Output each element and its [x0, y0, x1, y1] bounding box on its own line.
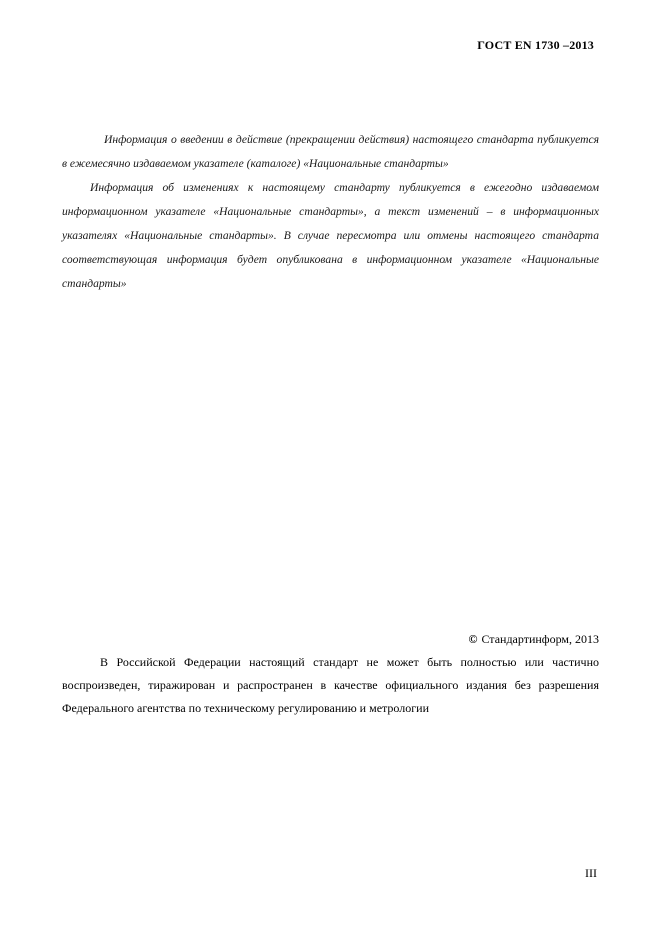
info-paragraph-enactment: Информация о введении в действие (прекращении действия) настоящего стандарта публикуется в ежемесячно издаваемом указателе (каталоге) «Национальные стандарты»	[62, 133, 599, 170]
copyright-icon: ©	[468, 632, 478, 646]
page-number: III	[585, 866, 597, 880]
document-code: ГОСТ EN 1730 –2013	[477, 38, 594, 52]
copyright-text: Стандартинформ, 2013	[481, 632, 599, 646]
info-paragraph-changes: Информация об изменениях к настоящему стандарту публикуется в ежегодно издаваемом информационном указателе «Национальные стандарты», а текст изменений – в информационных указателях «Национальные стандарты». В случае пересмотра или отмены настоящего стандарта соответствующая информация будет опубликована в информационном указателе «Национальные стандарты»	[62, 181, 599, 290]
reproduction-text: В Российской Федерации настоящий стандарт не может быть полностью или частично воспроизведен, тиражирован и распространен в качестве официального издания без разрешения Федерального агентства по техническому регулированию и метрологии	[62, 655, 599, 715]
publication-info	[62, 128, 599, 296]
reproduction-notice	[62, 651, 599, 720]
copyright-notice	[468, 630, 599, 648]
